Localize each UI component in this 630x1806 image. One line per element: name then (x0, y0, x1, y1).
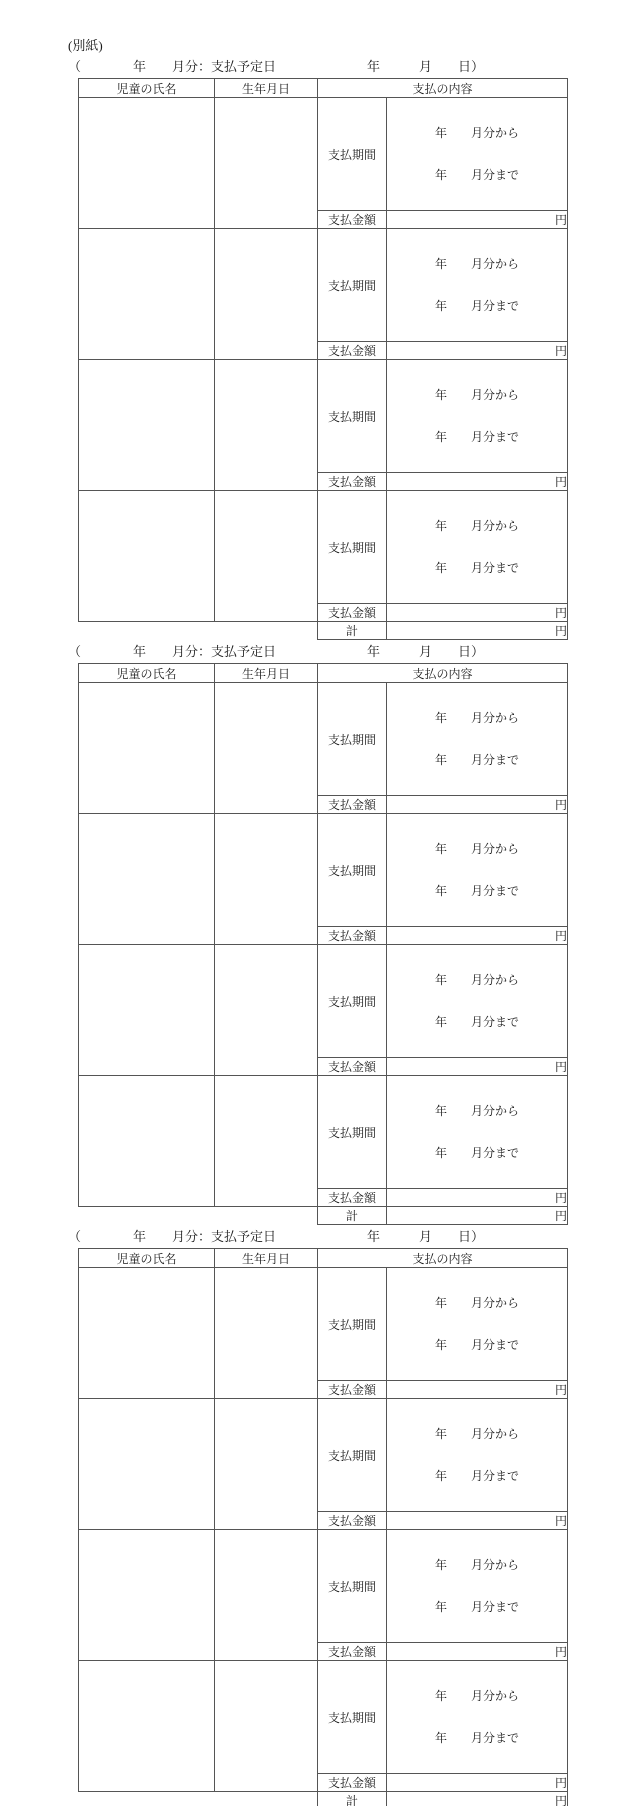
header-child-name: 児童の氏名 (79, 664, 215, 683)
header-birth-date: 生年月日 (215, 79, 318, 98)
payment-amount-label: 支払金額 (318, 604, 387, 622)
birth-date-cell[interactable] (215, 683, 318, 814)
attachment-label: (別紙) (68, 37, 630, 54)
birth-date-cell[interactable] (215, 491, 318, 622)
payment-table (78, 663, 568, 1225)
schedule-caption: （ 年 月分：支払予定日 年 月 日） (68, 58, 630, 75)
payment-period-value[interactable] (387, 491, 568, 604)
payment-period-value[interactable] (387, 229, 568, 342)
period-from-line[interactable]: 年 月分から (387, 257, 567, 271)
payment-period-value[interactable] (387, 1399, 568, 1512)
total-label: 計 (318, 1792, 387, 1806)
period-to-line[interactable]: 年 月分まで (387, 1015, 567, 1029)
payment-period-label: 支払期間 (318, 1530, 387, 1643)
payment-amount-label: 支払金額 (318, 1058, 387, 1076)
total-row-spacer (79, 1207, 318, 1225)
period-from-line[interactable]: 年 月分から (387, 973, 567, 987)
total-value[interactable]: 円 (387, 1792, 568, 1806)
total-label: 計 (318, 622, 387, 640)
payment-table (78, 78, 568, 640)
payment-amount-value[interactable]: 円 (387, 1381, 568, 1399)
payment-amount-value[interactable]: 円 (387, 796, 568, 814)
birth-date-cell[interactable] (215, 1076, 318, 1207)
payment-schedule-section (68, 643, 630, 1225)
payment-amount-value[interactable]: 円 (387, 211, 568, 229)
child-name-cell[interactable] (79, 814, 215, 945)
period-to-line[interactable]: 年 月分まで (387, 753, 567, 767)
total-value[interactable]: 円 (387, 1207, 568, 1225)
payment-period-value[interactable] (387, 1076, 568, 1189)
child-name-cell[interactable] (79, 1076, 215, 1207)
child-name-cell[interactable] (79, 1268, 215, 1399)
payment-amount-value[interactable]: 円 (387, 1774, 568, 1792)
child-name-cell[interactable] (79, 98, 215, 229)
birth-date-cell[interactable] (215, 945, 318, 1076)
payment-period-label: 支払期間 (318, 683, 387, 796)
period-from-line[interactable]: 年 月分から (387, 1558, 567, 1572)
period-from-line[interactable]: 年 月分から (387, 1104, 567, 1118)
period-to-line[interactable]: 年 月分まで (387, 1600, 567, 1614)
total-value[interactable]: 円 (387, 622, 568, 640)
period-to-line[interactable]: 年 月分まで (387, 1731, 567, 1745)
payment-period-value[interactable] (387, 360, 568, 473)
payment-amount-value[interactable]: 円 (387, 342, 568, 360)
payment-amount-value[interactable]: 円 (387, 1643, 568, 1661)
period-from-line[interactable]: 年 月分から (387, 1689, 567, 1703)
child-name-cell[interactable] (79, 1399, 215, 1530)
child-name-cell[interactable] (79, 945, 215, 1076)
payment-amount-label: 支払金額 (318, 342, 387, 360)
total-row-spacer (79, 1792, 318, 1806)
period-to-line[interactable]: 年 月分まで (387, 299, 567, 313)
schedule-caption: （ 年 月分：支払予定日 年 月 日） (68, 643, 630, 660)
payment-amount-value[interactable]: 円 (387, 473, 568, 491)
birth-date-cell[interactable] (215, 229, 318, 360)
header-payment-content: 支払の内容 (318, 79, 568, 98)
payment-period-label: 支払期間 (318, 229, 387, 342)
payment-period-value[interactable] (387, 683, 568, 796)
child-name-cell[interactable] (79, 360, 215, 491)
child-name-cell[interactable] (79, 683, 215, 814)
payment-period-value[interactable] (387, 1530, 568, 1643)
period-to-line[interactable]: 年 月分まで (387, 430, 567, 444)
payment-amount-value[interactable]: 円 (387, 1512, 568, 1530)
payment-period-label: 支払期間 (318, 945, 387, 1058)
payment-period-value[interactable] (387, 814, 568, 927)
payment-amount-label: 支払金額 (318, 796, 387, 814)
birth-date-cell[interactable] (215, 360, 318, 491)
payment-amount-label: 支払金額 (318, 1189, 387, 1207)
payment-period-label: 支払期間 (318, 1076, 387, 1189)
period-to-line[interactable]: 年 月分まで (387, 1469, 567, 1483)
period-to-line[interactable]: 年 月分まで (387, 884, 567, 898)
header-child-name: 児童の氏名 (79, 79, 215, 98)
payment-amount-label: 支払金額 (318, 1774, 387, 1792)
payment-amount-value[interactable]: 円 (387, 604, 568, 622)
payment-period-label: 支払期間 (318, 1399, 387, 1512)
payment-period-label: 支払期間 (318, 814, 387, 927)
total-label: 計 (318, 1207, 387, 1225)
birth-date-cell[interactable] (215, 814, 318, 945)
header-child-name: 児童の氏名 (79, 1249, 215, 1268)
payment-schedule-section (68, 1228, 630, 1806)
birth-date-cell[interactable] (215, 1399, 318, 1530)
payment-amount-label: 支払金額 (318, 1381, 387, 1399)
schedule-caption: （ 年 月分：支払予定日 年 月 日） (68, 1228, 630, 1245)
birth-date-cell[interactable] (215, 1530, 318, 1661)
period-from-line[interactable]: 年 月分から (387, 1296, 567, 1310)
payment-period-label: 支払期間 (318, 1268, 387, 1381)
period-from-line[interactable]: 年 月分から (387, 1427, 567, 1441)
payment-period-label: 支払期間 (318, 491, 387, 604)
birth-date-cell[interactable] (215, 1268, 318, 1399)
payment-amount-value[interactable]: 円 (387, 1189, 568, 1207)
header-payment-content: 支払の内容 (318, 664, 568, 683)
header-birth-date: 生年月日 (215, 1249, 318, 1268)
period-from-line[interactable]: 年 月分から (387, 126, 567, 140)
total-row-spacer (79, 622, 318, 640)
period-from-line[interactable]: 年 月分から (387, 519, 567, 533)
payment-period-label: 支払期間 (318, 1661, 387, 1774)
payment-amount-value[interactable]: 円 (387, 1058, 568, 1076)
payment-table (78, 1248, 568, 1806)
payment-period-value[interactable] (387, 1661, 568, 1774)
header-payment-content: 支払の内容 (318, 1249, 568, 1268)
payment-schedule-section (68, 58, 630, 640)
payment-period-label: 支払期間 (318, 360, 387, 473)
child-name-cell[interactable] (79, 1661, 215, 1792)
payment-period-value[interactable] (387, 945, 568, 1058)
payment-amount-label: 支払金額 (318, 473, 387, 491)
payment-amount-label: 支払金額 (318, 1643, 387, 1661)
period-to-line[interactable]: 年 月分まで (387, 168, 567, 182)
period-from-line[interactable]: 年 月分から (387, 388, 567, 402)
period-to-line[interactable]: 年 月分まで (387, 1338, 567, 1352)
period-from-line[interactable]: 年 月分から (387, 711, 567, 725)
header-birth-date: 生年月日 (215, 664, 318, 683)
payment-amount-label: 支払金額 (318, 1512, 387, 1530)
payment-period-value[interactable] (387, 98, 568, 211)
period-from-line[interactable]: 年 月分から (387, 842, 567, 856)
child-name-cell[interactable] (79, 491, 215, 622)
payment-schedule-sections (68, 58, 630, 1806)
birth-date-cell[interactable] (215, 98, 318, 229)
child-name-cell[interactable] (79, 229, 215, 360)
period-to-line[interactable]: 年 月分まで (387, 561, 567, 575)
payment-period-label: 支払期間 (318, 98, 387, 211)
birth-date-cell[interactable] (215, 1661, 318, 1792)
payment-amount-label: 支払金額 (318, 927, 387, 945)
payment-amount-label: 支払金額 (318, 211, 387, 229)
child-name-cell[interactable] (79, 1530, 215, 1661)
payment-amount-value[interactable]: 円 (387, 927, 568, 945)
period-to-line[interactable]: 年 月分まで (387, 1146, 567, 1160)
payment-period-value[interactable] (387, 1268, 568, 1381)
